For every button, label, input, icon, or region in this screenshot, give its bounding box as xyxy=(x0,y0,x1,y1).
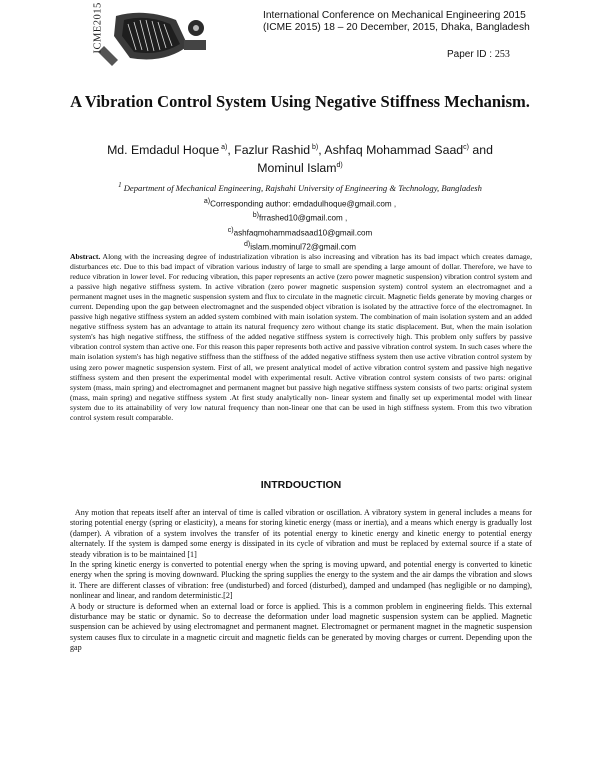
conference-name: International Conference on Mechanical Engineering 2015 xyxy=(263,10,526,21)
paper-id-label: Paper ID : xyxy=(447,49,495,60)
email-author-3[interactable]: ashfaqmohammadsaad10@gmail.com xyxy=(233,228,373,238)
author-conjunction: and xyxy=(468,143,493,158)
email-author-2[interactable]: frrashed10@gmail.com , xyxy=(258,213,348,223)
conference-logo xyxy=(84,2,214,72)
paper-id-value: 253 xyxy=(494,49,510,60)
body-paragraph: Any motion that repeats itself after an interval of time is called vibration or oscillation. A vibratory system in general includes a means for storing potential energy (spring or elasticity), a means for storing kinetic energy (mass or inertia), and a means which energy is gradually lost (damper). A vibration of a system involves the transfer of its potential energy to kinetic energy and kinetic energy to potential energy alternately. If the system is damped some energy is dissipated in its cycle of vibration and must be replaced by external source if a state of steady vibration is to be maintained [1] xyxy=(70,508,535,559)
body-paragraph: A body or structure is deformed when an external load or force is applied. This is a common problem in engineering fields. This external disturbance may be static or dynamic. So to decrease the deformation under load magnetic suspension system can be applied. Magnetic suspension can be achieved by using electromagnet and permanent magnet. Electromagnet or permanent magnet in the magnetic suspension system causes flux to circulate in a magnetic circuit and magnetic fields can be generated by moving charges or current. Depending upon the gap xyxy=(70,601,532,653)
author-4-mark: d) xyxy=(336,162,343,170)
section-heading-introduction: INTRDOUCTION xyxy=(260,479,342,491)
affiliation-text: Department of Mechanical Engineering, Rajshahi University of Engineering & Technology, Bangladesh xyxy=(121,182,482,193)
author-line-2 xyxy=(60,158,540,176)
conference-dates: (ICME 2015) 18 – 20 December, 2015, Dhaka, Bangladesh xyxy=(263,22,530,33)
author-2-mark: b) xyxy=(310,144,319,151)
author-4: Mominul Islam xyxy=(257,161,337,176)
paper-title: A Vibration Control System Using Negative Stiffness Mechanism. xyxy=(70,92,530,111)
email-mark: b) xyxy=(252,212,259,220)
introduction-body xyxy=(70,508,535,654)
email-mark: d) xyxy=(243,240,251,248)
email-author-4[interactable]: islam.mominul72@gmail.com xyxy=(250,242,357,252)
email-list xyxy=(150,196,450,253)
author-1: Md. Emdadul Hoque xyxy=(107,143,220,158)
logo-graphic xyxy=(84,2,214,72)
author-1-mark: a) xyxy=(219,144,228,151)
logo-mechanism-drawing xyxy=(98,13,206,66)
affiliation-mark: 1 xyxy=(118,181,122,189)
conference-header xyxy=(263,10,593,34)
email-line[interactable] xyxy=(150,196,450,210)
email-corresponding[interactable]: Corresponding author: emdadulhoque@gmail.com , xyxy=(210,199,397,209)
abstract-label: Abstract. xyxy=(70,252,101,261)
paper-id xyxy=(447,49,510,60)
abstract-text: Along with the increasing degree of industrialization vibration is also increasing and vibration has its bad impact which creates damage, disturbances etc. Due to this bad impact of vibration various industry of large to small are spending a large amount of dollar. Therefore, we have to reduce vibration in lower level. For reducing vibration, this paper represents an active (zero power magnetic suspension) vibration control system and a passive high negative stiffness system. In active vibration (zero power magnetic suspension system) control system an electromagnet and a permanent magnet uses in the magnetic suspension system and flux to circulate in the magnetic circuit. Magnetic fields generate by moving charges or current. Depending upon the gap between electromagnet and the suspended object vibration is isolated by the attractive force of the electromagnet. In passive high negative stiffness system an added system combined with main isolation system. The combination of main isolation system and an added negative stiffness system has an advantage to attain its natural frequency zero without change its static displacement. But, when the main isolation system's has high negative stiffness, the stiffness of the added negative stiffness system is correctively high. This problem only suffers by passive vibration control system than active one. For this reason this paper represents both active and passive vibration control system. In such cases where the main isolation system's has high negative stiffness than the stiffness of the added negative stiffness system then use active vibration control system by using zero power magnetic suspension system. First of all, we present analytical model of active vibration control system and passive high negative stiffness system and then present the experimental model with experimental result. Active vibration control system consists of two parts: original system (mass, main spring) and electromagnet and permanent magnet but passive high negative stiffness system consists of two parts: original system (mass, main spring) and negative stiffness system .At first study analytically non- linear system and finally set up experimental model with linear system due to its attainability of very low natural frequency than non-linear one that can be used in high stiffness system. From this two vibration control system result comparable. xyxy=(70,252,532,422)
author-3-mark: c) xyxy=(463,144,469,151)
body-paragraph: In the spring kinetic energy is converted to potential energy when the spring is moving upward, and potential energy is converted to kinetic energy when the spring is moving downward. Plucking the spring supplies the energy to the system and the air damps the vibration and slows it. There are different classes of vibration: free (undisturbed) and forced (disturbed), damped and undamped (has negligible or no damping), nonlinear and linear, and random deterministic.[2] xyxy=(70,560,532,601)
author-3: , Ashfaq Mohammad Saad xyxy=(318,143,464,158)
email-line[interactable] xyxy=(150,210,450,224)
abstract xyxy=(70,252,532,423)
logo-text: ICME2015 xyxy=(92,2,104,54)
email-mark: a) xyxy=(203,198,211,205)
email-mark: c) xyxy=(227,226,234,234)
email-line[interactable] xyxy=(150,225,450,239)
affiliation xyxy=(60,181,540,193)
author-line-1 xyxy=(60,140,540,158)
author-2: , Fazlur Rashid xyxy=(227,143,311,158)
author-list xyxy=(60,140,540,176)
email-line[interactable] xyxy=(150,239,450,253)
